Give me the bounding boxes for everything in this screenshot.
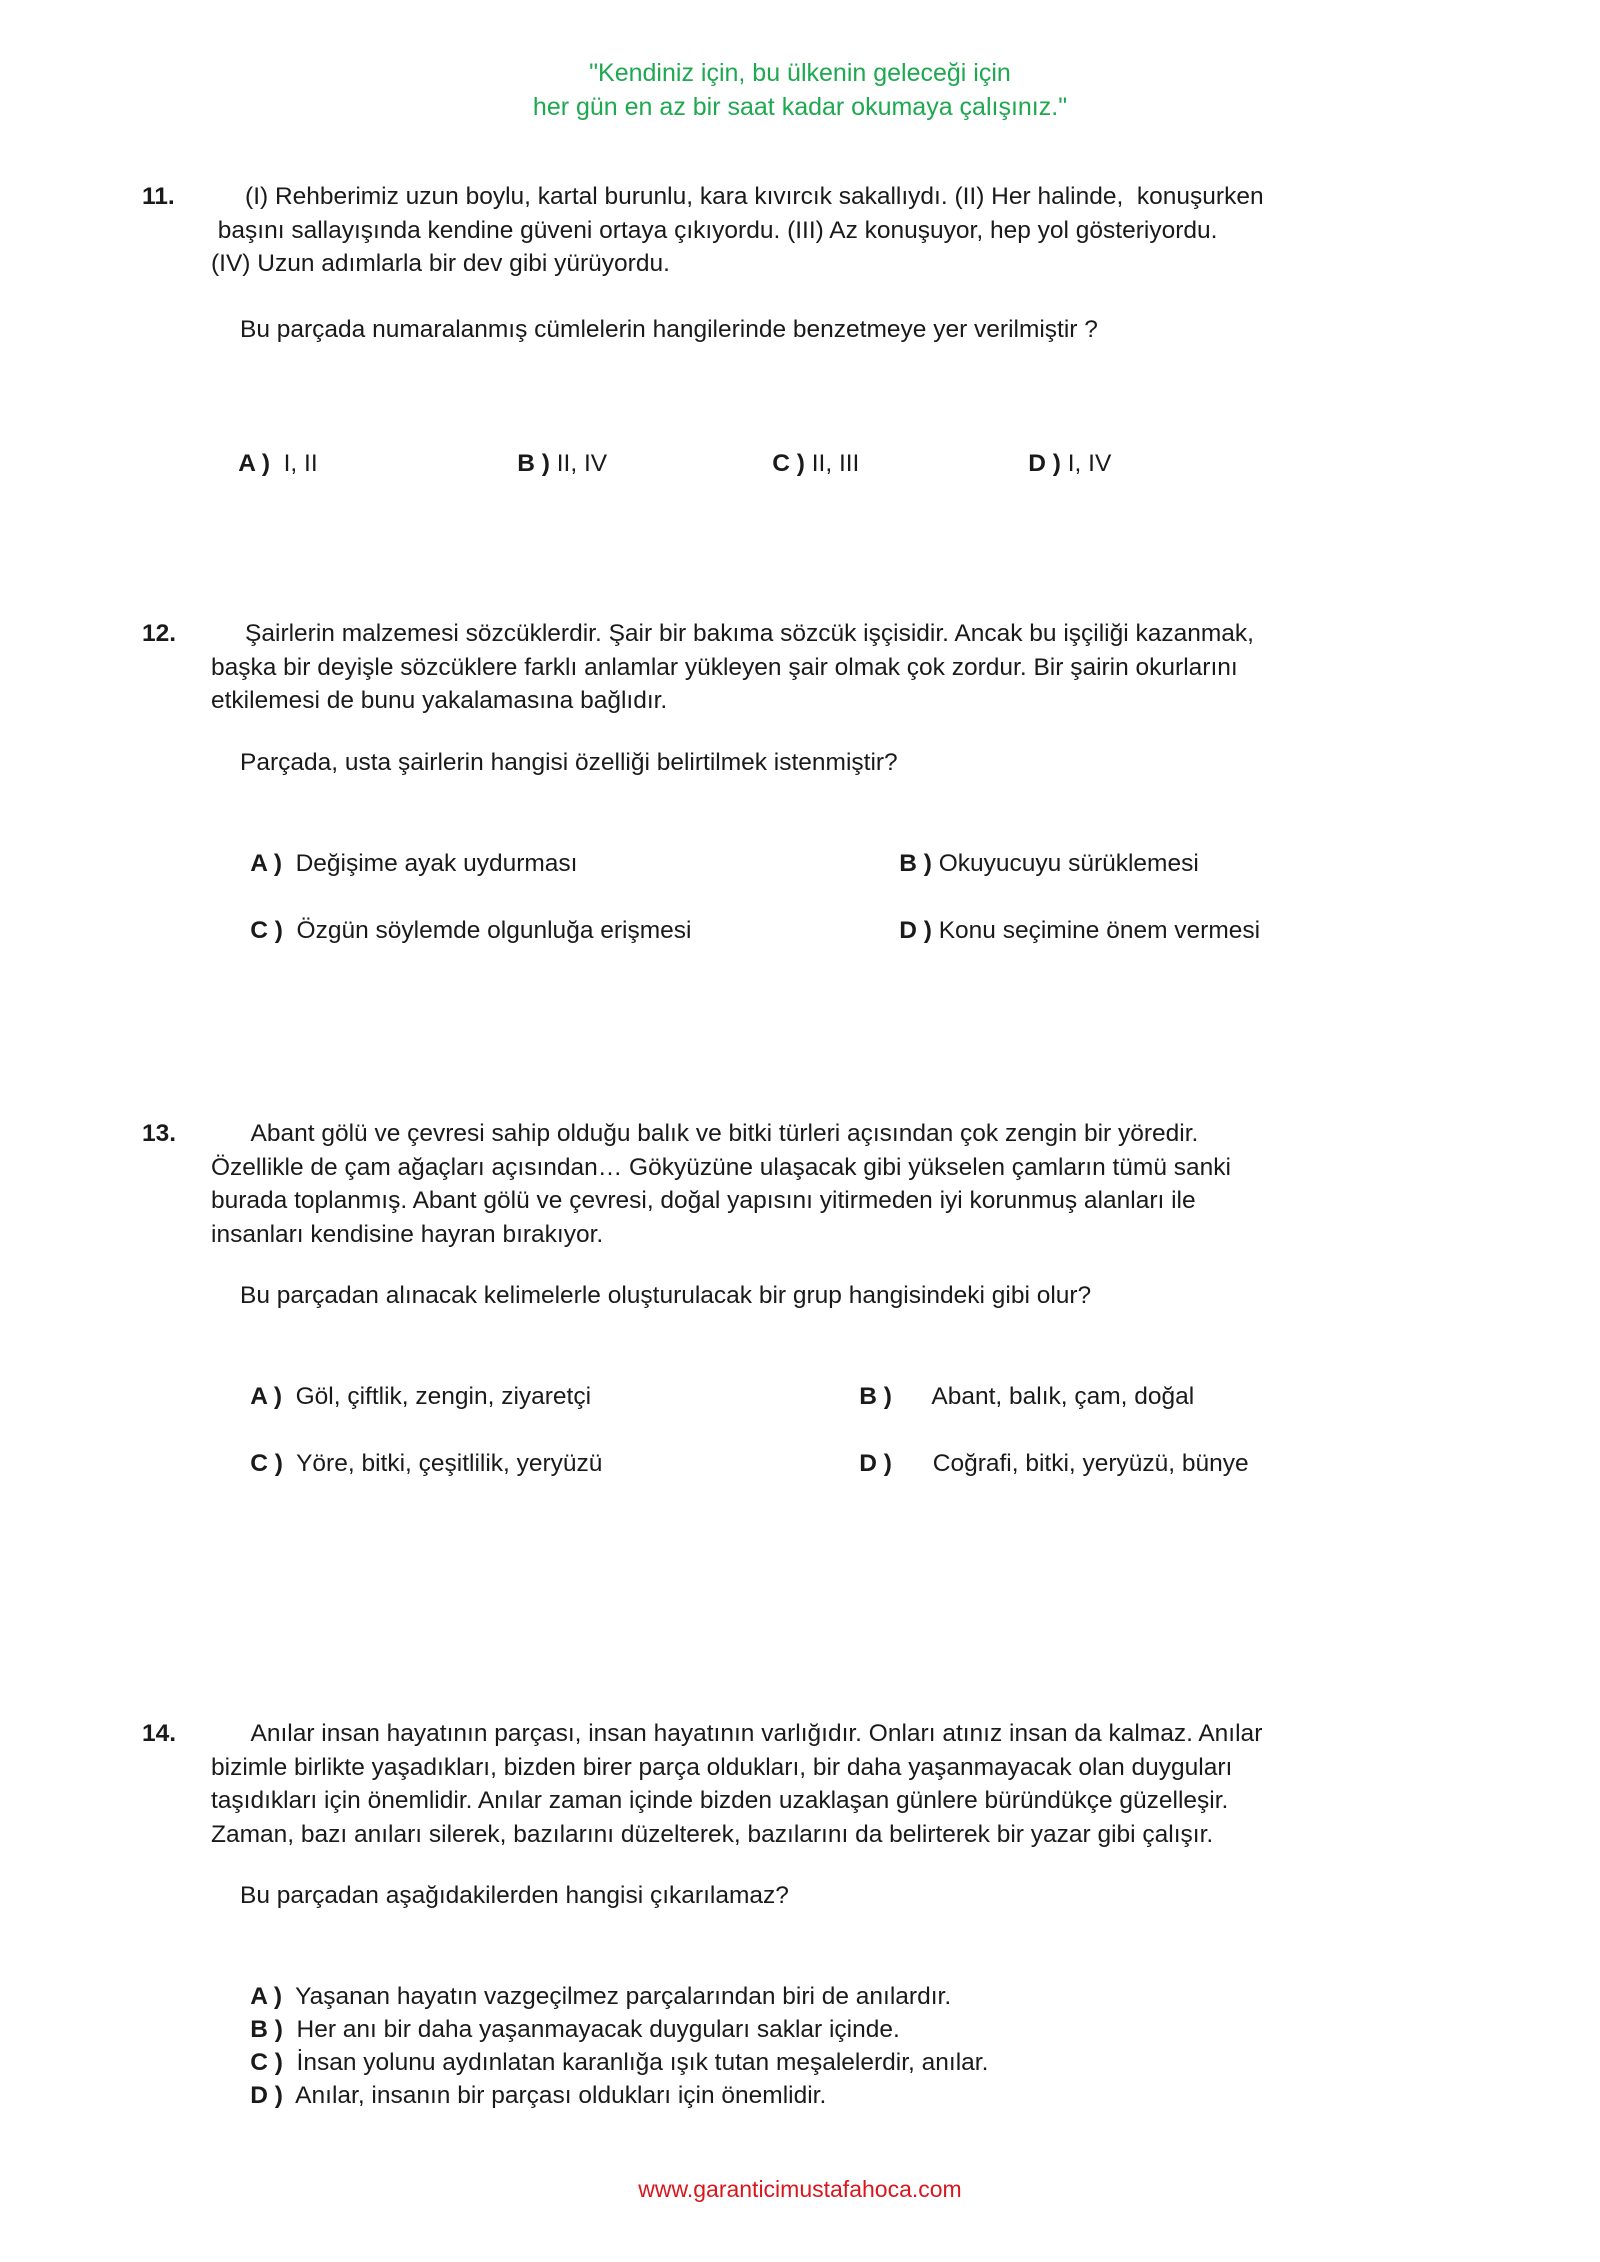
- option-text: Okuyucuyu sürüklemesi: [931, 849, 1199, 877]
- option-text: Değişime ayak uydurması: [281, 849, 578, 877]
- option-d[interactable]: [832, 1413, 1249, 1514]
- option-letter: D ): [1028, 449, 1061, 477]
- option-text: İnsan yolunu aydınlatan karanlığa ışık tutan meşalelerdir, anılar.: [282, 2048, 989, 2076]
- option-d[interactable]: [223, 2045, 826, 2146]
- option-text: Göl, çiftlik, zengin, ziyaretçi: [281, 1382, 592, 1410]
- question-number: 12.: [142, 620, 177, 647]
- option-letter: A ): [250, 849, 282, 877]
- option-letter: D ): [859, 1449, 892, 1477]
- question-number: 14.: [142, 1720, 177, 1747]
- question-passage: [211, 617, 1411, 718]
- option-text: Her anı bir daha yaşanmayacak duyguları saklar içinde.: [282, 2015, 900, 2043]
- option-c[interactable]: [223, 880, 691, 981]
- question-prompt: Bu parçada numaralanmış cümlelerin hangilerinde benzetmeye yer verilmiştir ?: [240, 316, 1098, 343]
- option-c[interactable]: [745, 413, 859, 514]
- option-d[interactable]: [872, 880, 1260, 981]
- footer-website-link[interactable]: www.garanticimustafahoca.com: [638, 2176, 962, 2202]
- question-number: 13.: [142, 1120, 177, 1147]
- question-number: 11.: [142, 183, 175, 210]
- passage-line: Şairlerin malzemesi sözcüklerdir. Şair bir bakıma sözcük işçisidir. Ancak bu işçiliği kazanmak,: [211, 620, 1254, 647]
- option-letter: A ): [250, 1982, 282, 2010]
- passage-line: (IV) Uzun adımlarla bir dev gibi yürüyordu.: [211, 250, 670, 277]
- option-text: Yöre, bitki, çeşitlilik, yeryüzü: [282, 1449, 603, 1477]
- option-letter: A ): [238, 449, 270, 477]
- option-b[interactable]: [490, 413, 607, 514]
- option-text: Konu seçimine önem vermesi: [931, 916, 1261, 944]
- option-letter: B ): [899, 849, 932, 877]
- passage-line: Abant gölü ve çevresi sahip olduğu balık ve bitki türleri açısından çok zengin bir yöredir.: [211, 1120, 1199, 1147]
- passage-line: başka bir deyişle sözcüklere farklı anlamlar yükleyen şair olmak çok zordur. Bir şairin okurlarını: [211, 653, 1238, 681]
- header-quote: [0, 56, 1600, 124]
- question-prompt: Bu parçadan alınacak kelimelerle oluşturulacak bir grup hangisindeki gibi olur?: [240, 1282, 1092, 1309]
- passage-line: bizimle birlikte yaşadıkları, bizden birer parça oldukları, bir daha yaşanmayacak olan duyguları: [211, 1753, 1233, 1781]
- option-letter: D ): [899, 916, 932, 944]
- question-passage: [211, 180, 1411, 281]
- option-letter: B ): [250, 2015, 283, 2043]
- option-letter: B ): [859, 1382, 892, 1410]
- question-prompt: Parçada, usta şairlerin hangisi özelliği belirtilmek istenmiştir?: [240, 749, 898, 776]
- passage-line: insanları kendisine hayran bırakıyor.: [211, 1220, 604, 1248]
- option-a[interactable]: [211, 413, 318, 514]
- option-letter: C ): [250, 2048, 283, 2076]
- header-quote-line-1: "Kendiniz için, bu ülkenin geleceği için: [589, 59, 1011, 87]
- option-letter: C ): [772, 449, 805, 477]
- option-d[interactable]: [1001, 413, 1111, 514]
- passage-line: burada toplanmış. Abant gölü ve çevresi, doğal yapısını yitirmeden iyi korunmuş alanları ile: [211, 1187, 1196, 1214]
- passage-line: Zaman, bazı anıları silerek, bazılarını düzelterek, bazılarını da belirterek bir yazar gibi çalışır.: [211, 1820, 1214, 1848]
- option-text: II, IV: [549, 449, 608, 477]
- question-passage: [211, 1717, 1411, 1851]
- passage-line: etkilemesi de bunu yakalamasına bağlıdır.: [211, 687, 668, 714]
- option-text: Özgün söylemde olgunluğa erişmesi: [282, 916, 692, 944]
- option-letter: C ): [250, 916, 283, 944]
- option-letter: C ): [250, 1449, 283, 1477]
- passage-line: taşıdıkları için önemlidir. Anılar zaman içinde bizden uzaklaşan günlere büründükçe güzelleşir.: [211, 1787, 1229, 1814]
- passage-line: Özellikle de çam ağaçları açısından… Gökyüzüne ulaşacak gibi yükselen çamların tümü sanki: [211, 1153, 1231, 1181]
- question-passage: [211, 1117, 1411, 1251]
- option-text: I, II: [269, 449, 318, 477]
- option-letter: B ): [517, 449, 550, 477]
- option-c[interactable]: [223, 1413, 602, 1514]
- question-prompt: Bu parçadan aşağıdakilerden hangisi çıkarılamaz?: [240, 1882, 789, 1909]
- option-text: Yaşanan hayatın vazgeçilmez parçalarından biri de anılardır.: [281, 1982, 952, 2010]
- option-text: I, IV: [1060, 449, 1112, 477]
- option-text: Anılar, insanın bir parçası oldukları için önemlidir.: [282, 2081, 827, 2109]
- option-text: II, III: [804, 449, 860, 477]
- passage-line: başını sallayışında kendine güveni ortaya çıkıyordu. (III) Az konuşuyor, hep yol gösteriyordu.: [211, 216, 1218, 244]
- option-text: Coğrafi, bitki, yeryüzü, bünye: [891, 1449, 1249, 1477]
- option-text: Abant, balık, çam, doğal: [891, 1382, 1195, 1410]
- option-letter: D ): [250, 2081, 283, 2109]
- passage-line: (I) Rehberimiz uzun boylu, kartal burunlu, kara kıvırcık sakallıydı. (II) Her halinde, konuşurken: [211, 183, 1264, 210]
- option-letter: A ): [250, 1382, 282, 1410]
- header-quote-line-2: her gün en az bir saat kadar okumaya çalışınız.": [532, 93, 1068, 121]
- passage-line: Anılar insan hayatının parçası, insan hayatının varlığıdır. Onları atınız insan da kalmaz. Anılar: [211, 1720, 1263, 1747]
